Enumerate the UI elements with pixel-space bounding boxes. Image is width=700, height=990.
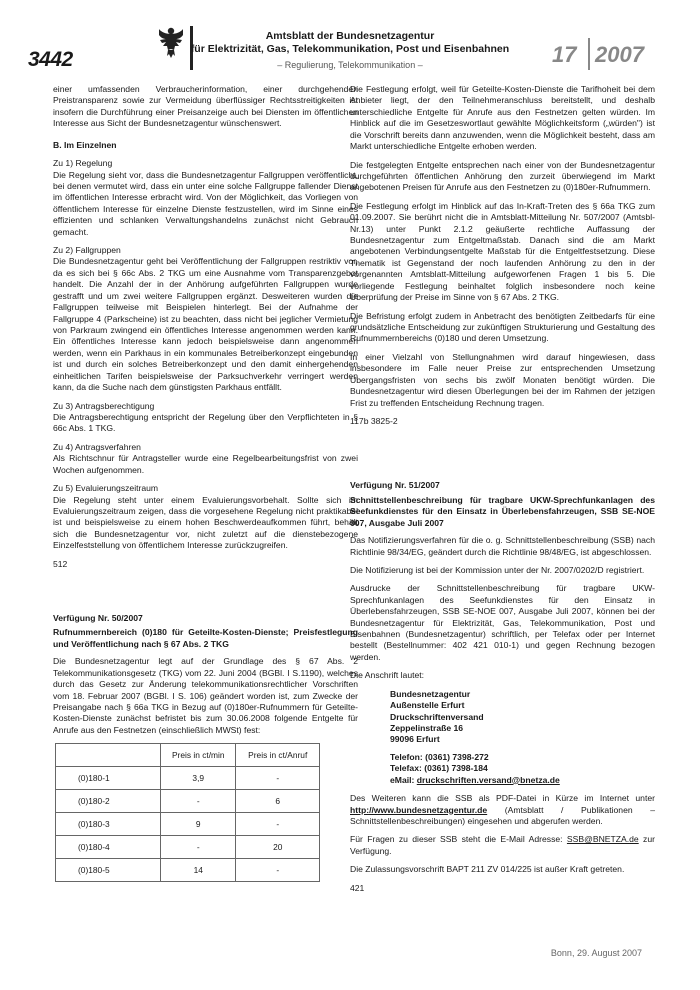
paragraph: Die Befristung erfolgt zudem in Anbetracht des benötigten Zeitbedarfs für eine grundsätzliche Entscheidung zur zukünftigen Strukturierung und Gestaltung des Rufnummernbereichs (0)180 und deren Umsetzung.: [350, 310, 655, 344]
footer-date: Bonn, 29. August 2007: [550, 948, 642, 958]
z4-heading: Zu 4) Antragsverfahren: [53, 441, 141, 452]
address-line: 99096 Erfurt: [390, 734, 440, 745]
federal-eagle-icon: [158, 26, 184, 62]
order-email-link[interactable]: druckschriften.versand@bnetza.de: [416, 774, 560, 785]
verfuegung-50-paragraph: Die Bundesnetzagentur legt auf der Grundlage des § 67 Abs. 2 Telekommunikationsgesetz (TKG) vom 22. Juni 2004 (BGBl. I S.1190), welches durch das Gesetz zur Änderung telekommunikationsrechtlicher Vorschriften vom 18. Februar 2007 (BGBl. I S. 106) geändert worden ist, zum Zwecke der Preisangabe nach § 66a TKG in Bezug auf (0)180er-Rufnummern für Geteilte-Kosten-Dienste zunächst befristet bis zum 30.06.2008 folgende Entgelte für Anrufe aus den Festnetzen (einschließlich MWSt) fest:: [53, 656, 358, 735]
address-line: Außenstelle Erfurt: [390, 700, 465, 711]
table-row: [56, 859, 320, 882]
z3-paragraph: Die Antragsberechtigung entspricht der Regelung über den Verpflichteten in § 66c Abs. 1 TKG.: [53, 411, 358, 434]
z5-heading: Zu 5) Evaluierungszeitraum: [53, 483, 159, 494]
publication-subtitle: für Elektrizität, Gas, Telekommunikation, Post und Eisenbahnen: [190, 43, 510, 55]
table-header-cell: Preis in ct/Anruf: [236, 744, 320, 767]
table-row: [56, 767, 320, 790]
table-cell-per-call: -: [236, 859, 320, 882]
text-fragment: (Amtsblatt / Publikationen – Schnittstellenbeschreibungen) eingesehen und abgerufen werden.: [350, 804, 655, 826]
z1-paragraph: Die Regelung sieht vor, dass die Bundesnetzagentur Fallgruppen veröffentlicht, bei denen vermutet wird, dass ein unter eine solche Fallgruppe fallender Dienst im öffentlichen Interesse erbracht wird. Von der Möglichkeit, das Vorliegen von öffentlichem Interesse für einzelne Dienste festzustellen, wird im Sinne eines effizienten und schlanken Verwaltungshandelns zunächst nicht Gebrauch gemacht.: [53, 169, 358, 237]
website-link[interactable]: http://www.bundesnetzagentur.de: [350, 804, 488, 815]
table-cell-per-call: -: [236, 813, 320, 836]
publication-title: Amtsblatt der Bundesnetzagentur: [265, 30, 435, 42]
table-cell-per-call: 6: [236, 790, 320, 813]
table-cell-code: (0)180-1: [56, 767, 161, 790]
issue-divider: [588, 38, 590, 70]
table-cell-per-call: 20: [236, 836, 320, 859]
table-cell-per-min: -: [161, 790, 236, 813]
table-cell-code: (0)180-3: [56, 813, 161, 836]
z2-paragraph: Die Bundesnetzagentur geht bei Veröffentlichung der Fallgruppen restriktiv vor, da es sich bei § 66c Abs. 2 TKG um eine Ausnahme vom Transparenzgebot handelt. Die Anzahl der in der Anhörung aufgeführten Fallgruppen wurde gestrafft und um zwei weitere Fallgruppen ergänzt. Desweiteren wurden die Fallgruppen teilweise mit Beispielen hinterlegt. Bei der Aufnahme der Fallgruppe 4 (Parkscheine) ist zu beachten, dass nicht bei jeglicher Vermietung von Parkraum zwingend ein öffentliches Interesse angenommen werden kann. Ein öffentliches Interesse kann jedoch beispielsweise dann angenommen werden, wenn ein Parkhaus in ein kommunales Betreiberkonzept eingebunden ist und durch ein solches Betreiberkonzept und den damit einhergehenden einheitlichen Tarifen beispielsweise der Parksuchverkehr verringert werden kann, da die Suche nach dem günstigsten Parkhaus entfällt.: [53, 256, 358, 393]
text-fragment: zur Verfügung.: [350, 834, 655, 856]
address-line: Bundesnetzagentur: [390, 688, 471, 699]
price-table: [55, 743, 320, 882]
address-line: Druckschriftenversand: [390, 711, 484, 722]
paragraph: [350, 793, 655, 827]
paragraph: Die Anschrift lautet:: [350, 670, 425, 681]
page-number: 3442: [28, 48, 73, 71]
table-cell-code: (0)180-5: [56, 859, 161, 882]
table-cell-per-min: -: [161, 836, 236, 859]
email-line: [390, 775, 655, 786]
table-header-cell: Preis in ct/min: [161, 744, 236, 767]
issue-number: 17: [552, 42, 577, 67]
table-row: [56, 790, 320, 813]
table-cell-code: (0)180-2: [56, 790, 161, 813]
left-column: [53, 84, 358, 890]
paragraph: Die Notifizierung ist bei der Kommission unter der Nr. 2007/0202/D registriert.: [350, 564, 645, 575]
paragraph: Die festgelegten Entgelte entsprechen nach einer von der Bundesnetzagentur durchgeführten öffentlichen Anhörung den zurzeit überwiegend im Markt angebotenen Preisen für Anrufe aus den Festnetzen zu (0)180er-Rufnummern.: [350, 159, 655, 193]
paragraph: Die Festlegung erfolgt, weil für Geteilte-Kosten-Dienste die Tarifhoheit bei dem Anbieter liegt, der den Teilnehmeranschluss bereitstellt, und deshalb unterschiedliche Entgelte für Anrufe aus den Festnetzen gelten würden. Im Hinblick auf die im Gesetzeswortlaut gewählte Möglichkeitsform („würden") ist die Vorschrift bereits dann anzuwenden, wenn die Möglichkeit besteht, dass am Markt unterschiedliche Entgelte erhoben werden.: [350, 84, 655, 152]
text-fragment: Des Weiteren kann die SSB als PDF-Datei in Kürze im Internet unter: [350, 793, 655, 804]
publication-section: – Regulierung, Telekommunikation –: [277, 60, 423, 70]
right-column: [350, 84, 655, 901]
reference-number: 117b 3825-2: [350, 415, 398, 426]
verfuegung-51-title: Schnittstellenbeschreibung für tragbare UKW-Sprechfunkanlagen des Seefunkdienstes für den Einsatz in Überlebensfahrzeugen, SSB SE-NOE 007, Ausgabe Juli 2007: [350, 494, 655, 528]
section-heading: B. Im Einzelnen: [53, 139, 117, 150]
intro-paragraph: einer umfassenden Verbraucherinformation, einer durchgehenden Preistransparenz sowie zur Vermeidung überflüssiger Rechtsstreitigkeiten ist insofern die Durchführung einer Preisanzeige auch bei Diensten im öffentlichen Interesse aus Sicht der Bundesnetzagentur wünschenswert.: [53, 84, 358, 129]
paragraph: Ausdrucke der Schnittstellenbeschreibung für tragbare UKW-Sprechfunkanlagen des Seefunkdienstes für den Einsatz in Überlebensfahrzeugen, SSB SE-NOE 007, Ausgabe Juli 2007, können bei der Bundesnetzagentur für Elektrizität, Gas, Telekommunikation, Post und Eisenbahnen (Bundesnetzagentur) schriftlich, per Telefax oder per Internet bestellt (Bestellnummer: 402 421 010-1) und gegen Rechnung bezogen werden.: [350, 583, 655, 662]
table-cell-per-min: 9: [161, 813, 236, 836]
table-cell-per-call: -: [236, 767, 320, 790]
reference-number: 512: [53, 558, 68, 569]
phone-number: Telefon: (0361) 7398-272: [390, 751, 489, 762]
fax-number: Telefax: (0361) 7398-184: [390, 763, 488, 774]
z5-paragraph: Die Regelung steht unter einem Evaluierungsvorbehalt. Sollte sich im Evaluierungszeitraum zeigen, dass die vorgesehene Regelung nicht praktikabel ist und beispielsweise zu einem hohen Beschwerdeaufkommen führt, behält sich die Bundesnetzagentur vor, nicht zuletzt auf die dienstebezogene Einzelfeststellung von öffentlichem Interesse zurückzugreifen.: [53, 494, 358, 551]
address-block: [390, 689, 655, 786]
verfuegung-50-title: Rufnummernbereich (0)180 für Geteilte-Kosten-Dienste; Preisfestlegung und Veröffentlichung nach § 67 Abs. 2 TKG: [53, 627, 358, 649]
paragraph: In einer Vielzahl von Stellungnahmen wird darauf hingewiesen, dass insbesondere im Falle neuer Preise zur entsprechenden Umsetzung Übergangsfristen von sechs bis zwölf Monaten benötigt würden. Die Bundesnetzagentur wird diesen Überlegungen bei der im Rahmen der jetzigen Frist zu treffenden Entscheidung Rechnung tragen.: [350, 351, 655, 408]
table-header-cell: [56, 744, 161, 767]
table-cell-per-min: 14: [161, 859, 236, 882]
paragraph: Das Notifizierungsverfahren für die o. g. Schnittstellenbeschreibung (SSB) nach Richtlinie 98/34/EG, geändert durch die Richtlinie 98/48/EG, ist abgeschlossen.: [350, 535, 655, 557]
verfuegung-50-heading: Verfügung Nr. 50/2007: [53, 613, 143, 624]
reference-number: 421: [350, 882, 365, 893]
z2-heading: Zu 2) Fallgruppen: [53, 245, 121, 256]
z1-heading: Zu 1) Regelung: [53, 158, 113, 169]
issue-year: 2007: [595, 42, 644, 67]
address-line: Zeppelinstraße 16: [390, 722, 464, 733]
table-header-row: [56, 744, 320, 767]
table-cell-per-min: 3,9: [161, 767, 236, 790]
table-row: [56, 813, 320, 836]
ssb-email-link[interactable]: SSB@BNETZA.de: [566, 834, 639, 845]
text-fragment: Für Fragen zu dieser SSB steht die E-Mail Adresse:: [350, 834, 567, 845]
paragraph: Die Festlegung erfolgt im Hinblick auf das In-Kraft-Treten des § 66a TKG zum 01.09.2007. Sie berührt nicht die in Amtsblatt-Mitteilung Nr. 507/2007 (Amtsbl-Nr.13) unter Punkt 2.1.2 geäußerte rechtliche Auffassung der Bundesnetzagentur zum Entgeltmaßstab. Danach sind die am Markt angebotenen Verbindungsentgelte Maßstab für die Entgeltfestsetzung. Diese Thematik ist Gegenstand der noch laufenden Anhörung zu den in der vorgenannten Amtsblatt-Mitteilung aufgeworfenen Fragen 1 bis 5. Die vorliegende Festlegung beinhaltet folglich insbesondere noch keine Überprüfung der Preise im Sinne von § 67 Abs. 2 TKG.: [350, 200, 655, 303]
paragraph: Die Zulassungsvorschrift BAPT 211 ZV 014/225 ist außer Kraft getreten.: [350, 864, 625, 875]
verfuegung-51-heading: Verfügung Nr. 51/2007: [350, 480, 440, 491]
z3-heading: Zu 3) Antragsberechtigung: [53, 400, 155, 411]
table-row: [56, 836, 320, 859]
paragraph: [350, 834, 655, 857]
table-cell-code: (0)180-4: [56, 836, 161, 859]
email-label: eMail:: [390, 774, 417, 785]
z4-paragraph: Als Richtschnur für Antragsteller wurde eine Regelbearbeitungsfrist von zwei Wochen aufgenommen.: [53, 453, 358, 475]
